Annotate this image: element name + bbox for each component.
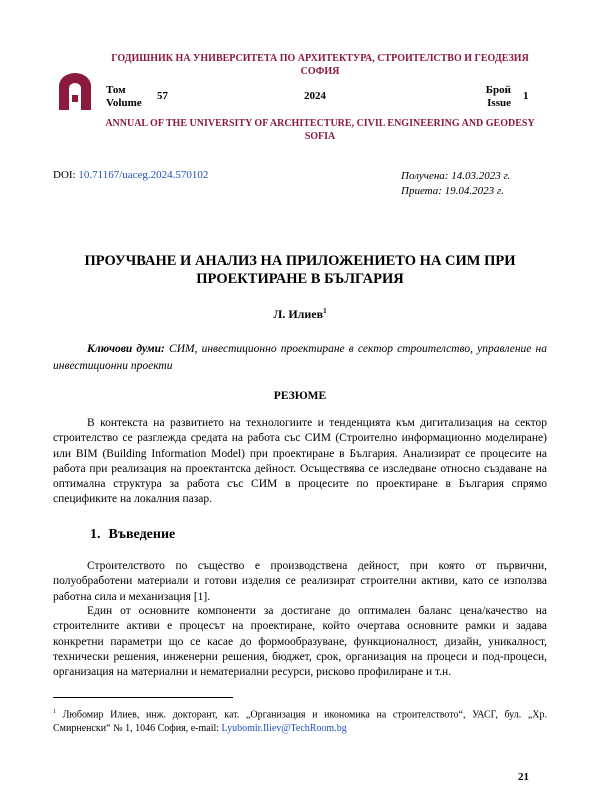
received-date: Получена: 14.03.2023 г.: [401, 170, 511, 182]
keywords-label: Ключови думи:: [87, 343, 165, 355]
volume-number: 57: [157, 90, 168, 102]
doi-label: DOI:: [53, 169, 76, 181]
doi-link[interactable]: 10.71167/uaceg.2024.570102: [78, 169, 209, 181]
section-title: Въведение: [108, 527, 176, 542]
author-footnote-mark: 1: [323, 307, 327, 315]
author: [53, 307, 547, 322]
keywords: [53, 341, 547, 375]
publication-year: 2024: [304, 90, 326, 102]
body-paragraph-2: Един от основните компоненти за достигане до оптимален баланс цена/качество на строителните активи е процесът на проектиране, който очертава основните рамки и задава конкретни параметри що се касае до формообразуване, функционалност, дизайн, уникалност, технически решения, инженерни решения, бюджет, срок, организация на процеси и под-процеси, организация на материални и нематериални ресурси, рисково профилиране и т.н.: [53, 605, 547, 679]
journal-name-bg: ГОДИШНИК НА УНИВЕРСИТЕТА ПО АРХИТЕКТУРА, СТРОИТЕЛСТВО И ГЕОДЕЗИЯ: [111, 53, 529, 64]
doi-line: [53, 169, 208, 181]
footnote-divider: [53, 697, 233, 698]
section-number: 1.: [90, 527, 101, 542]
journal-city-bg: СОФИЯ: [300, 66, 340, 77]
abstract-text: В контекста на развитието на технологиите и тенденцията към дигитализация на сектор строителство се разглежда средата на работа със СИМ (Строително информационно моделиране) или BIM (Building Information Model) при проектиране в България. Анализират се процесите на работа при реализация на проектантска дейност. Осъществява се изследване относно създаване на оптимална структура за работа със СИМ в процесите по проектиране в България спрямо спецификите на локалния пазар.: [53, 417, 547, 506]
author-name: Л. Илиев: [273, 307, 324, 321]
article-dates: [401, 169, 510, 199]
body-paragraph-1: Строителството по същество е производствена дейност, при която от първични, полуобработени материали и готови изделия се реализират строителни активи, като се използва работна сила и механизация [1].: [53, 560, 547, 603]
university-logo-icon: [57, 72, 93, 112]
accepted-date: Приета: 19.04.2023 г.: [401, 185, 504, 197]
page-number: 21: [518, 771, 529, 783]
article-title: ПРОУЧВАНЕ И АНАЛИЗ НА ПРИЛОЖЕНИЕТО НА СИМ ПРИ ПРОЕКТИРАНЕ В БЪЛГАРИЯ: [84, 253, 516, 287]
issue-number: 1: [523, 90, 529, 102]
keywords-text: СИМ, инвестиционно проектиране в сектор строителство, управление на инвестиционни проекти: [53, 343, 547, 372]
abstract-heading: РЕЗЮМЕ: [273, 390, 327, 402]
footnote-mark: 1: [53, 709, 56, 715]
issue-label: Брой Issue: [485, 84, 511, 109]
section-heading: [90, 527, 175, 543]
journal-header-en: [95, 117, 545, 143]
volume-label: Том Volume: [106, 84, 142, 109]
journal-name-en: ANNUAL OF THE UNIVERSITY OF ARCHITECTURE, CIVIL ENGINEERING AND GEODESY: [105, 118, 535, 129]
footnote-email-link[interactable]: Lyubomir.Iliev@TechRoom.bg: [221, 723, 347, 735]
footnote: [53, 705, 547, 736]
journal-header-bg: [95, 52, 545, 78]
journal-city-en: SOFIA: [304, 131, 336, 142]
footnote-text: Любомир Илиев, инж. докторант, кат. „Организация и икономика на строителството“, УАСГ, бул. „Хр. Смирненски“ № 1, 1046 София, e-mail:: [53, 709, 548, 735]
